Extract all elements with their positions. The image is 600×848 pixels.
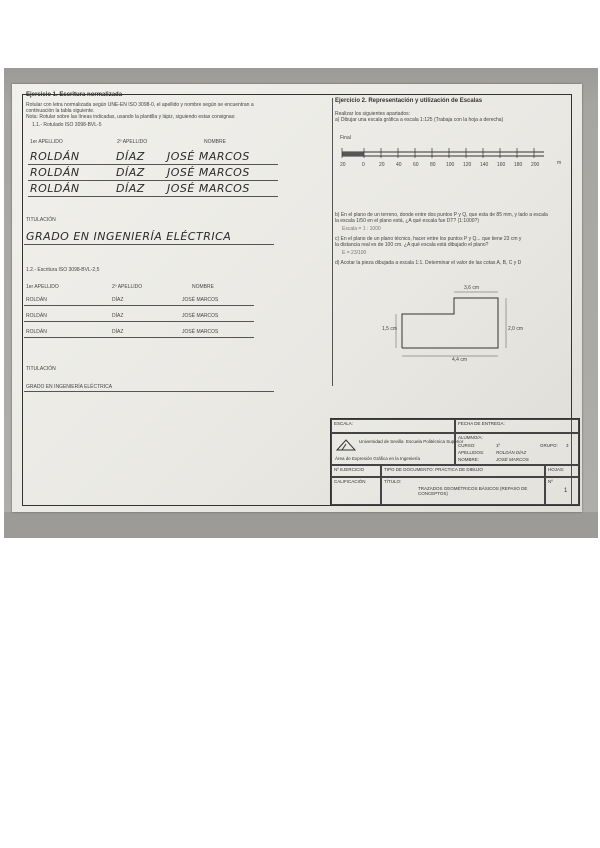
small-row3-line [24,337,254,338]
hand-row2-nom: JOSÉ MARCOS [167,166,250,179]
small-row1-ap1: ROLDÁN [26,297,47,303]
col-header-apellido1: 1er APELLIDO [30,139,63,145]
col-header-apellido2: 2º APELLIDO [117,139,148,145]
question-c-1: c) En el plano de un plano técnico, hacer entre los puntos P y Q... que tiene 23 cm y [335,236,522,242]
apellidos-label: APELLIDOS: [458,450,485,455]
exercise1-title: Ejercicio 1. Escritura normalizada [26,92,123,98]
exercise1-instr-1: Rotular con letra normalizada según UNE-EN ISO 3098-0, el apellido y nombre según se encuentran a [26,102,254,108]
scale-tick-4: 60 [413,162,419,168]
small-row3-ap2: DÍAZ [112,329,124,335]
school-name: Escuela Politécnica Superior [406,439,464,444]
small-row2-ap2: DÍAZ [112,313,124,319]
hand-row3-ap2: DÍAZ [116,182,145,195]
exercise1-instr-3: Nota: Rotular sobre las líneas indicadas, usando la plantilla y lápiz, siguiendo estas consignas: [26,114,236,120]
scale-tick-10: 180 [514,162,523,168]
apellidos-value: ROLDÁN DÍAZ [496,450,527,455]
university-name: Universidad de Sevilla [359,439,404,444]
exercise1-instr-2: continuación la tabla siguiente. [26,108,95,114]
small-row1-ap2: DÍAZ [112,297,124,303]
titulo-value: TRAZADOS GEOMÉTRICOS BÁSICOS (REPASO DE CONCEPTOS) [418,486,528,496]
small-row2-ap1: ROLDÁN [26,313,47,319]
scale-tick-7: 120 [463,162,472,168]
exercise2-instr-2: a) Dibujar una escala gráfica a escala 1:125 (Trabaja con la hoja a derecha) [335,117,504,123]
hand-row3-nom: JOSÉ MARCOS [167,182,250,195]
scale-tick-6: 100 [446,162,455,168]
hojas-label: HOJAS: [548,467,565,472]
exercise-divider [332,98,333,386]
hand-row1-nom: JOSÉ MARCOS [167,150,250,163]
titulacion-label-2: TITULACIÓN [26,366,56,372]
scale-tick-0: 20 [340,162,346,168]
scale-tick-1: 0 [362,162,365,168]
exercise1-subtitle1: 1.1.- Rotulado ISO 3098-BVL-5 [32,122,102,128]
nombre-value: JOSÉ MARCOS [496,457,529,462]
nro-value: 1 [564,488,568,494]
question-b-2: la escala 1/50 en el plano está, ¿A qué escala fue DT? (1:1000?) [335,218,479,224]
col2-header-nom: NOMBRE [192,284,214,290]
small-row1-line [24,305,254,306]
dim-left: 1,5 cm [382,326,398,332]
titulacion-line [24,244,274,245]
answer-b: Escala = 1 : 1000 [342,226,381,232]
row1-line [28,164,278,165]
small-row2-nom: JOSÉ MARCOS [182,313,219,319]
nro-label: Nº [548,479,553,484]
row3-line [28,196,278,197]
small-row2-line [24,321,254,322]
ejercicio-label: Nº EJERCICIO [334,467,365,472]
row2-line [28,180,278,181]
hand-row2-ap1: ROLDÁN [30,166,80,179]
scale-tick-9: 160 [497,162,506,168]
question-c-2: la distancia real es de 100 cm. ¿A qué escala está dibujado el plano? [335,242,489,248]
col2-header-ap1: 1er APELLIDO [26,284,59,290]
titulo-label: TÍTULO: [384,479,402,484]
question-b-1: b) En el plano de un terreno, donde entre dos puntos P y Q, que esta de 85 mm, y lado a escala [335,212,548,218]
alumno-label: ALUMNO/A: [458,435,483,440]
photo-bottom-strip [4,512,598,538]
exercise1-subtitle2: 1.2.- Escritura ISO 3098-BVL-2,5 [26,267,100,273]
scale-tick-3: 40 [396,162,402,168]
scale-label: Final [340,135,351,141]
answer-c: E = 23/100 [342,250,367,256]
hand-row2-ap2: DÍAZ [116,166,145,179]
hand-row1-ap2: DÍAZ [116,150,145,163]
hand-row1-ap1: ROLDÁN [30,150,80,163]
fecha-label: FECHA DE ENTREGA: [458,421,505,426]
drawing-sheet [12,84,582,512]
small-row3-ap1: ROLDÁN [26,329,47,335]
col-header-nombre: NOMBRE [204,139,226,145]
nombre-label: NOMBRE: [458,457,480,462]
col2-header-ap2: 2º APELLIDO [112,284,143,290]
tipo-label: TIPO DE DOCUMENTO: PRÁCTICA DE DIBUJO [384,467,483,472]
titulacion-hand: GRADO EN INGENIERÍA ELÉCTRICA [26,230,232,243]
question-d: d) Acotar la pieza dibujada a escala 1:1. Determinar el valor de las cotas A, B, C y D [335,260,522,266]
curso-label: CURSO: [458,443,476,448]
small-row3-nom: JOSÉ MARCOS [182,329,219,335]
scale-tick-5: 80 [430,162,436,168]
university-logo-icon [335,438,357,452]
dim-top: 3,6 cm [464,285,480,291]
titulacion-value-2: GRADO EN INGENIERÍA ELÉCTRICA [26,384,113,390]
curso-value: 1º [496,443,501,448]
scale-tick-2: 20 [379,162,385,168]
dim-bottom: 4,4 cm [452,357,468,363]
grupo-label: GRUPO: [540,443,558,448]
scale-unit: m [557,160,562,166]
small-row1-nom: JOSÉ MARCOS [182,297,219,303]
exercise2-title: Ejercicio 2. Representación y utilización de Escalas [335,98,483,104]
title-block [330,418,580,506]
dept-name: Área de Expresión Gráfica en la Ingeniería [335,456,421,461]
grupo-value: 3 [566,443,569,448]
escala-label: ESCALA: [334,421,354,426]
titulacion-label: TITULACIÓN [26,217,56,223]
piece-drawing [390,288,520,366]
scale-tick-11: 200 [531,162,540,168]
calificacion-label: CALIFICACIÓN [334,479,366,484]
titulacion-line-2 [24,391,274,392]
exercise2-instr-1: Realizar los siguientes apartados: [335,111,411,117]
dim-right: 2,0 cm [508,326,524,332]
hand-row3-ap1: ROLDÁN [30,182,80,195]
scale-tick-8: 140 [480,162,489,168]
